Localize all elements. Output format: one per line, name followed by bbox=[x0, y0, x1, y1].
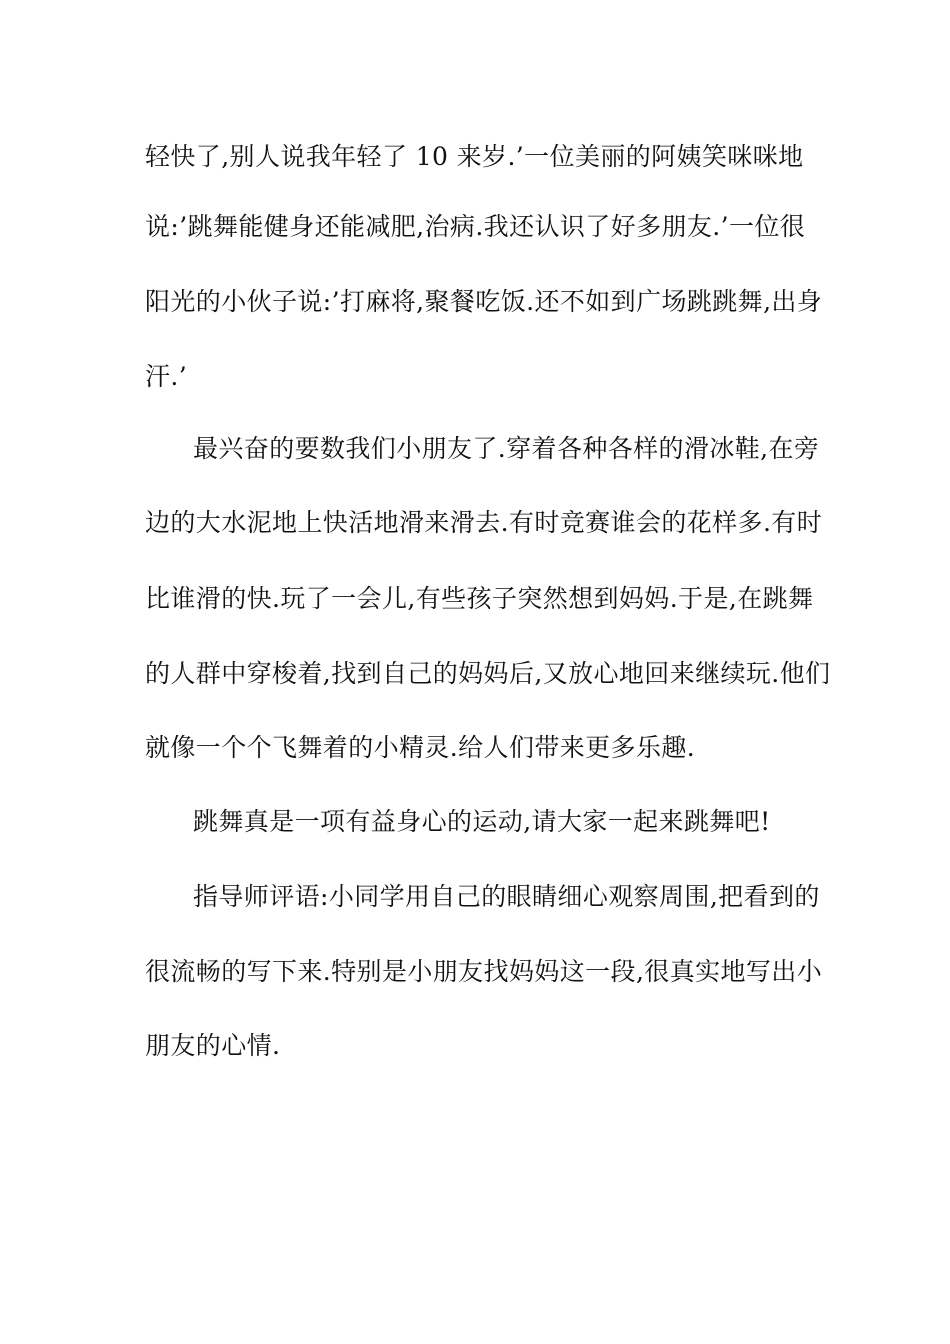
text-line-1: 轻快了,别人说我年轻了 10 来岁.’一位美丽的阿姨笑咪咪地 bbox=[145, 142, 804, 171]
text-line-4: 汗.’ bbox=[145, 362, 188, 391]
comment-line-2: 很流畅的写下来.特别是小朋友找妈妈这一段,很真实地写出小 bbox=[145, 957, 823, 986]
paragraph-line-5: 就像一个个飞舞着的小精灵.给人们带来更多乐趣. bbox=[145, 733, 696, 762]
paragraph-line-3: 比谁滑的快.玩了一会儿,有些孩子突然想到妈妈.于是,在跳舞 bbox=[145, 584, 814, 613]
closing-line: 跳舞真是一项有益身心的运动,请大家一起来跳舞吧! bbox=[193, 807, 771, 836]
comment-line-3: 朋友的心情. bbox=[145, 1031, 281, 1060]
text-line-3: 阳光的小伙子说:’打麻将,聚餐吃饭.还不如到广场跳跳舞,出身 bbox=[145, 287, 823, 316]
text-line-2: 说:’跳舞能健身还能减肥,治病.我还认识了好多朋友.’一位很 bbox=[145, 212, 806, 241]
comment-line-1: 指导师评语:小同学用自己的眼睛细心观察周围,把看到的 bbox=[193, 882, 820, 911]
paragraph-line-4: 的人群中穿梭着,找到自己的妈妈后,又放心地回来继续玩.他们 bbox=[145, 659, 831, 688]
paragraph-line-2: 边的大水泥地上快活地滑来滑去.有时竞赛谁会的花样多.有时 bbox=[145, 508, 823, 537]
paragraph-line-1: 最兴奋的要数我们小朋友了.穿着各种各样的滑冰鞋,在旁 bbox=[193, 434, 820, 463]
